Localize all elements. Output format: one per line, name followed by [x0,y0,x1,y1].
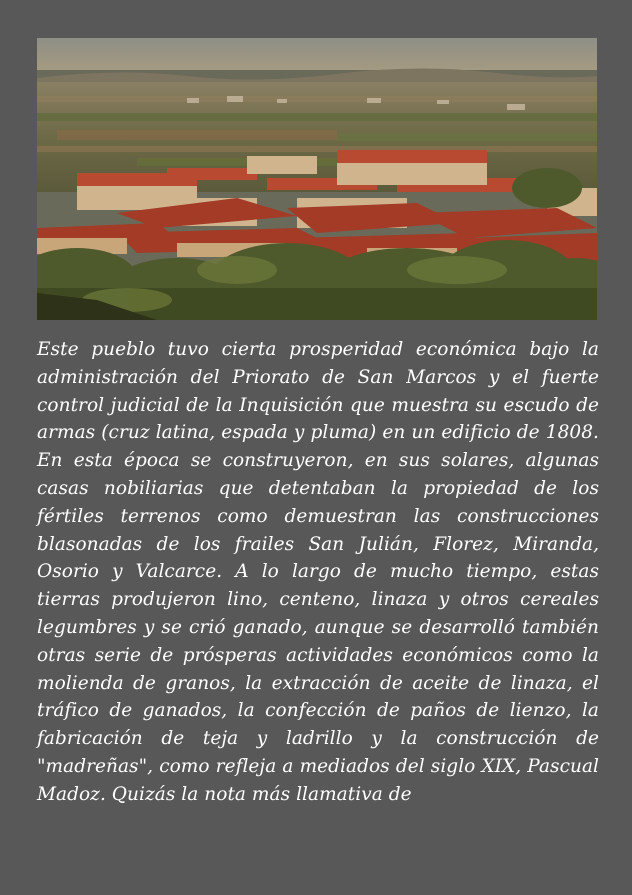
body-paragraph: Este pueblo tuvo cierta prosperidad económica bajo la administración del Priorato de San Marcos y el fuerte control judicial de la Inquisición que muestra su escudo de armas (cruz latina, espada y pluma) en un edificio de 1808. En esta época se construyeron, en sus solares, algunas casas nobiliarias que detentaban la propiedad de los fértiles terrenos como demuestran las construcciones blasonadas de los frailes San Julián, Florez, Miranda, Osorio y Valcarce. A lo largo de mucho tiempo, estas tierras produjeron lino, centeno, linaza y otros cereales legumbres y se crió ganado, aunque se desarrolló también otras serie de prósperas actividades económicos como la molienda de granos, la extracción de aceite de linaza, el tráfico de ganados, la confección de paños de lienzo, la fabricación de teja y ladrillo y la construcción de "madreñas", como refleja a mediados del siglo XIX, Pascual Madoz. Quizás la nota más llamativa de [37,339,599,805]
village-photo [37,38,597,320]
village-photo-illustration [37,38,597,320]
